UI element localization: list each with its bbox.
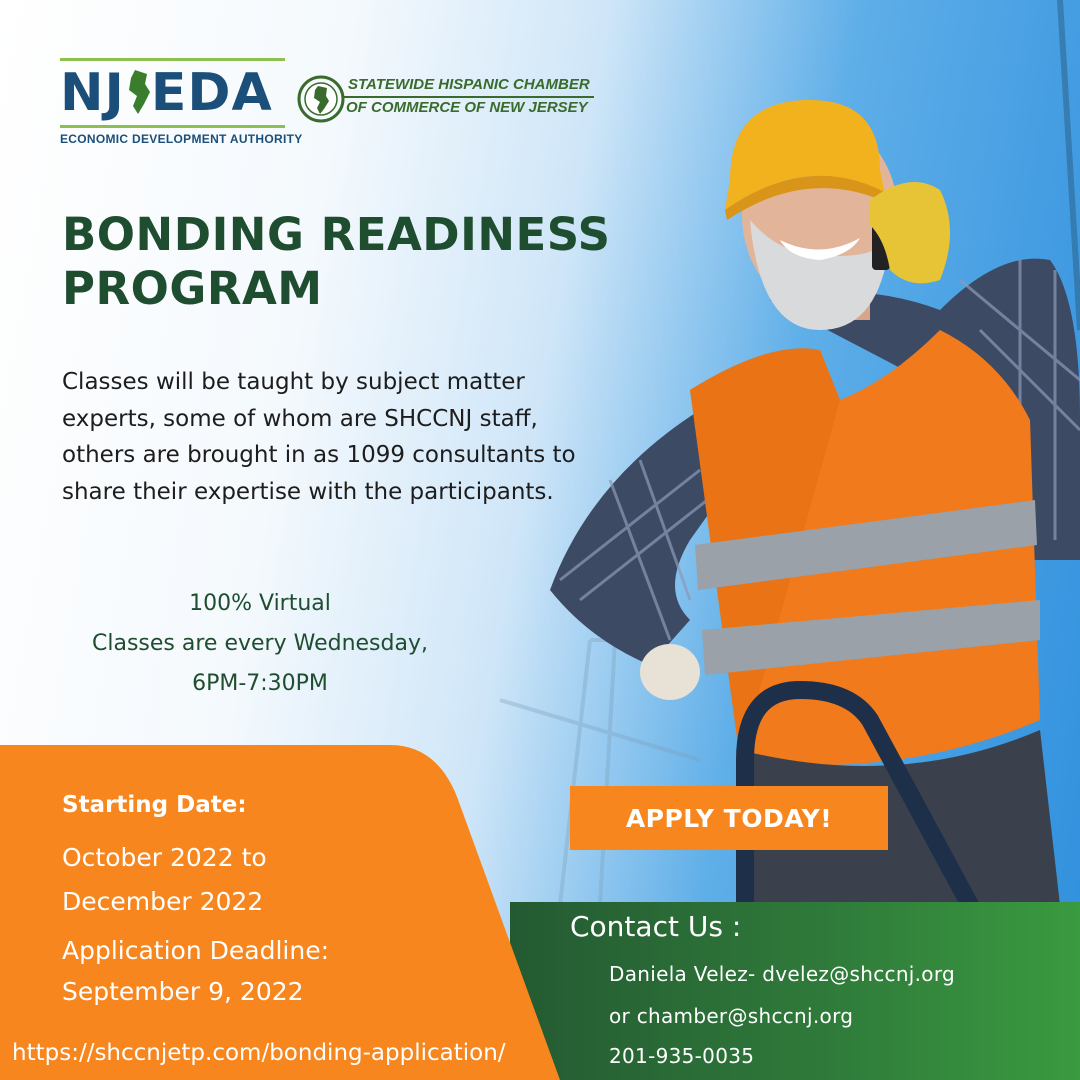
contact-email-chamber[interactable]: or chamber@shccnj.org xyxy=(609,1004,854,1028)
title-line2: PROGRAM xyxy=(62,262,323,315)
njeda-subtitle: ECONOMIC DEVELOPMENT AUTHORITY xyxy=(60,132,303,146)
chamber-name-line2: OF COMMERCE OF NEW JERSEY xyxy=(346,99,588,116)
contact-phone[interactable]: 201-935-0035 xyxy=(609,1044,755,1068)
title-line1: BONDING READINESS xyxy=(62,208,611,261)
starting-date-label: Starting Date: xyxy=(62,792,247,818)
apply-today-button[interactable]: APPLY TODAY! xyxy=(570,786,888,850)
chamber-name-line1: STATEWIDE HISPANIC CHAMBER xyxy=(348,76,590,93)
application-url-link[interactable]: https://shccnjetp.com/bonding-application/ xyxy=(12,1040,506,1066)
chamber-emblem-icon xyxy=(296,74,346,124)
njeda-text-left: NJ xyxy=(60,63,125,123)
contact-title: Contact Us : xyxy=(570,910,742,943)
schedule-day: Classes are every Wednesday, xyxy=(92,631,428,656)
starting-date-value: October 2022 to December 2022 xyxy=(62,843,267,916)
njeda-logo xyxy=(60,58,303,146)
contact-email-daniela[interactable]: Daniela Velez- dvelez@shccnj.org xyxy=(609,962,956,986)
schedule-info xyxy=(60,584,460,704)
deadline-value: September 9, 2022 xyxy=(62,977,304,1006)
new-jersey-state-icon xyxy=(125,70,151,114)
deadline-label: Application Deadline: xyxy=(62,936,329,965)
program-title xyxy=(62,208,611,316)
schedule-virtual: 100% Virtual xyxy=(189,591,331,616)
logo-rule-bottom xyxy=(60,125,285,128)
chamber-logo xyxy=(296,72,596,124)
chamber-rule xyxy=(344,96,594,98)
njeda-text-right: EDA xyxy=(150,63,273,123)
program-description: Classes will be taught by subject matter experts, some of whom are SHCCNJ staff, others are brought in as 1099 consultants to share their expertise with the participants. xyxy=(62,369,576,505)
schedule-time: 6PM-7:30PM xyxy=(192,671,328,696)
